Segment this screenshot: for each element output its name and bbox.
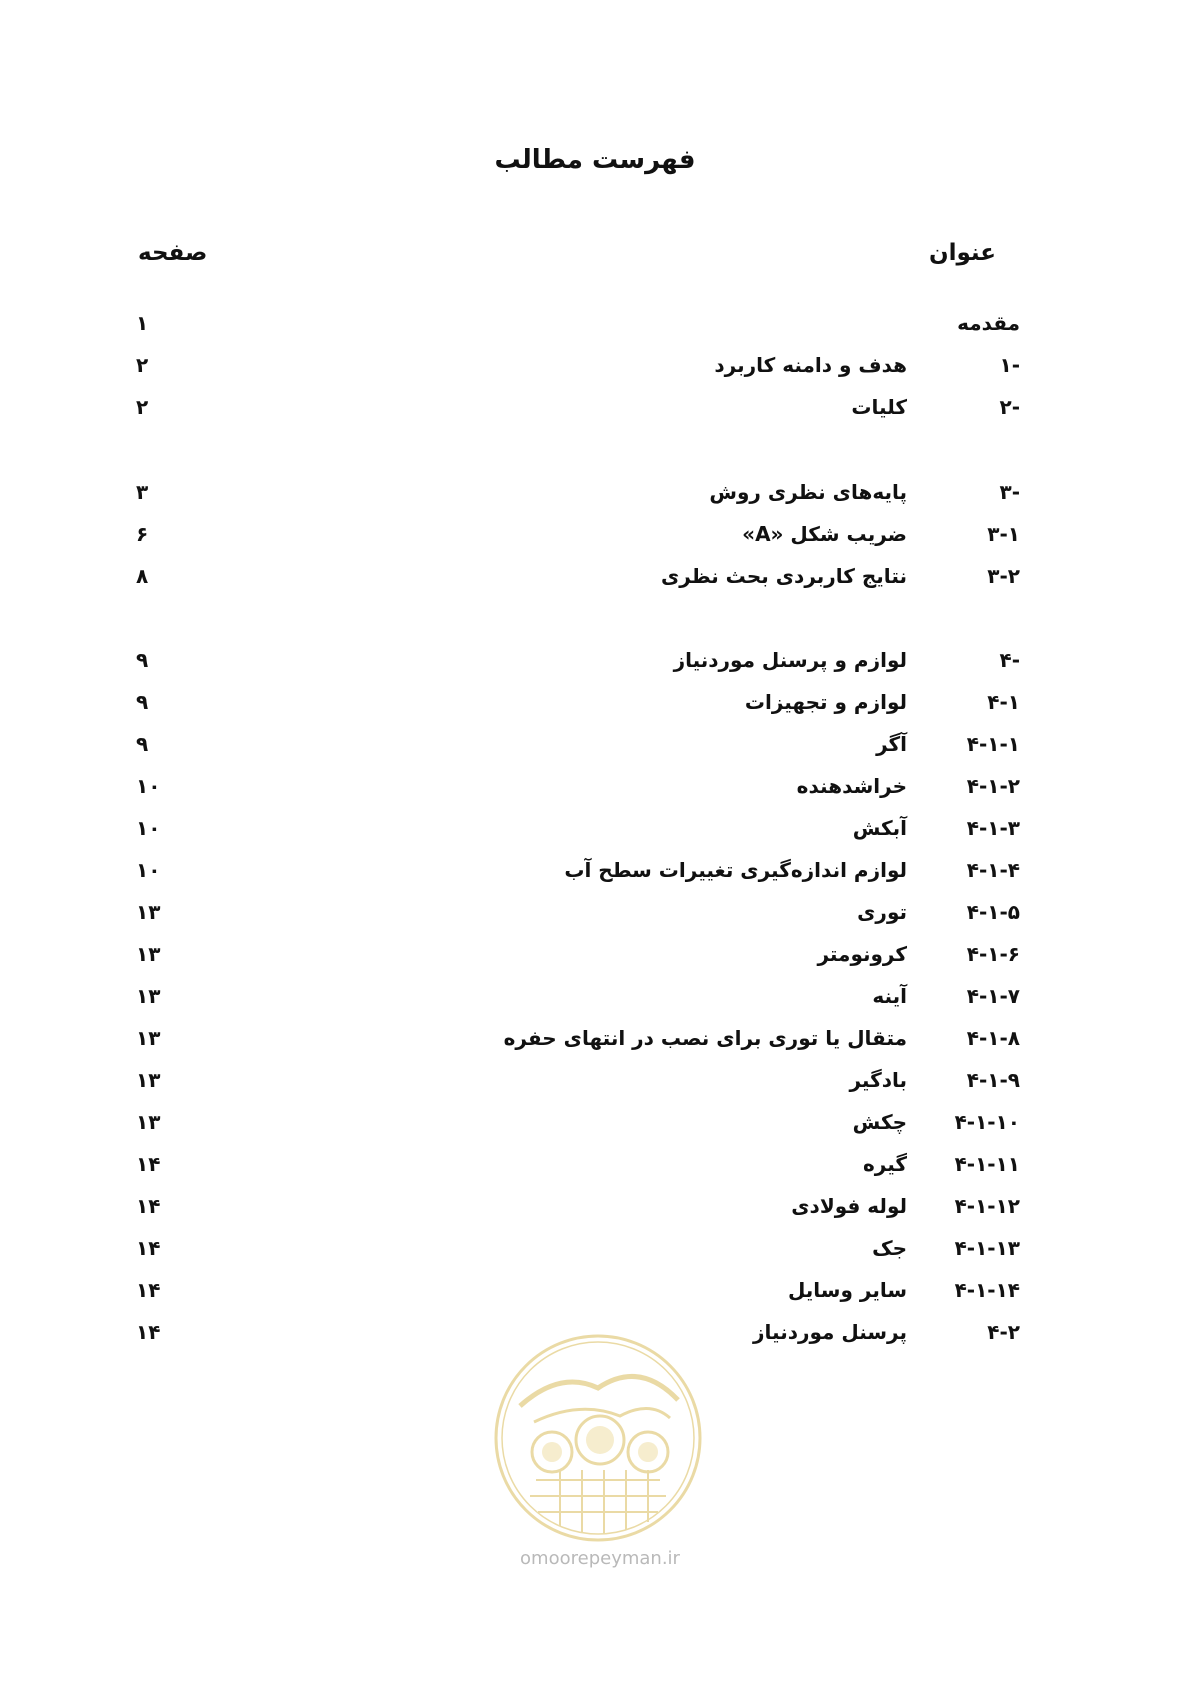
entry-label: پرسنل موردنیاز xyxy=(753,1320,907,1344)
entry-page: ۱۳ xyxy=(136,1068,161,1092)
entry-label: متقال یا توری برای نصب در انتهای حفره xyxy=(503,1026,907,1050)
page-title: فهرست مطالب xyxy=(494,145,696,175)
entry-page: ۳ xyxy=(136,480,149,504)
entry-label: لوازم و تجهیزات xyxy=(744,690,907,714)
entry-label: سایر وسایل xyxy=(787,1278,907,1302)
entry-number: ۴-۱-۱۰ xyxy=(954,1110,1020,1134)
entry-number: ۴-۱-۸ xyxy=(966,1026,1020,1050)
entry-page: ۱۰ xyxy=(136,858,161,882)
entry-label: کلیات xyxy=(851,395,907,419)
entry-page: ۱۴ xyxy=(136,1320,161,1344)
toc-entry xyxy=(0,522,1190,558)
entry-label: هدف و دامنه کاربرد xyxy=(714,353,907,377)
toc-entry xyxy=(0,311,1190,347)
entry-number: ۴-۱-۱۱ xyxy=(954,1152,1020,1176)
watermark-caption: omoorepeyman.ir xyxy=(520,1548,680,1569)
toc-entry xyxy=(0,1236,1190,1272)
entry-page: ۱۳ xyxy=(136,1110,161,1134)
entry-page: ۱ xyxy=(136,311,149,335)
toc-entry xyxy=(0,648,1190,684)
entry-number: ۴-۱-۵ xyxy=(966,900,1020,924)
entry-page: ۱۳ xyxy=(136,984,161,1008)
entry-number: ۴-۱-۱۴ xyxy=(954,1278,1020,1302)
entry-page: ۱۳ xyxy=(136,1026,161,1050)
entry-number: ۴-۱-۶ xyxy=(966,942,1020,966)
entry-label: توری xyxy=(857,900,907,924)
entry-number: ۲- xyxy=(999,395,1020,419)
entry-number: ۴- xyxy=(999,648,1020,672)
toc-entry xyxy=(0,1278,1190,1314)
entry-label: ضریب شکل «A» xyxy=(742,522,907,546)
entry-number: ۴-۱-۲ xyxy=(966,774,1020,798)
toc-entry xyxy=(0,353,1190,389)
entry-label: آگر xyxy=(876,732,907,756)
entry-label: نتایج کاربردی بحث نظری xyxy=(660,564,907,588)
entry-label: بادگیر xyxy=(849,1068,907,1092)
entry-number: ۴-۱ xyxy=(987,690,1020,714)
entry-label: پایه‌های نظری روش xyxy=(709,480,907,504)
toc-entry xyxy=(0,984,1190,1020)
entry-number: ۳-۲ xyxy=(987,564,1020,588)
entry-page: ۹ xyxy=(136,690,149,714)
toc-entry xyxy=(0,480,1190,516)
entry-page: ۱۴ xyxy=(136,1152,161,1176)
entry-label: آبکش xyxy=(852,816,907,840)
entry-page: ۱۳ xyxy=(136,942,161,966)
entry-number: ۴-۱-۱۲ xyxy=(954,1194,1020,1218)
entry-label: آینه xyxy=(872,984,907,1008)
entry-number: ۴-۱-۴ xyxy=(966,858,1020,882)
toc-entry xyxy=(0,774,1190,810)
entry-page: ۲ xyxy=(136,353,149,377)
toc-entry xyxy=(0,732,1190,768)
toc-entry xyxy=(0,690,1190,726)
entry-label: گیره xyxy=(862,1152,907,1176)
entry-number: ۴-۱-۱۳ xyxy=(954,1236,1020,1260)
entry-page: ۱۴ xyxy=(136,1278,161,1302)
entry-label: چکش xyxy=(852,1110,907,1134)
toc-entry xyxy=(0,816,1190,852)
entry-label: مقدمه xyxy=(957,311,1020,335)
watermark-logo-icon xyxy=(490,1330,706,1546)
toc-entry xyxy=(0,1194,1190,1230)
page-column-header: صفحه xyxy=(138,240,208,266)
entry-number: ۳-۱ xyxy=(987,522,1020,546)
entry-number: ۱- xyxy=(999,353,1020,377)
entry-number: ۴-۱-۳ xyxy=(966,816,1020,840)
entry-number: ۴-۲ xyxy=(987,1320,1020,1344)
toc-entry xyxy=(0,1068,1190,1104)
toc-entry xyxy=(0,1026,1190,1062)
entry-label: لوازم و پرسنل موردنیاز xyxy=(673,648,907,672)
entry-page: ۱۰ xyxy=(136,774,161,798)
entry-label: لوله فولادی xyxy=(791,1194,907,1218)
entry-page: ۲ xyxy=(136,395,149,419)
entry-label: لوازم اندازه‌گیری تغییرات سطح آب xyxy=(564,858,907,882)
entry-page: ۹ xyxy=(136,732,149,756)
toc-entry xyxy=(0,1110,1190,1146)
title-column-header: عنوان xyxy=(928,240,996,266)
entry-page: ۱۴ xyxy=(136,1194,161,1218)
toc-entry xyxy=(0,942,1190,978)
entry-label: جک xyxy=(872,1236,907,1260)
entry-number: ۳- xyxy=(999,480,1020,504)
entry-page: ۶ xyxy=(136,522,149,546)
entry-page: ۸ xyxy=(136,564,149,588)
entry-number: ۴-۱-۷ xyxy=(966,984,1020,1008)
entry-number: ۴-۱-۹ xyxy=(966,1068,1020,1092)
entry-page: ۱۳ xyxy=(136,900,161,924)
entry-page: ۱۴ xyxy=(136,1236,161,1260)
toc-entry xyxy=(0,564,1190,600)
toc-entry xyxy=(0,858,1190,894)
entry-page: ۱۰ xyxy=(136,816,161,840)
entry-page: ۹ xyxy=(136,648,149,672)
entry-label: خراشدهنده xyxy=(796,774,907,798)
toc-entry xyxy=(0,900,1190,936)
toc-entry xyxy=(0,395,1190,431)
entry-number: ۴-۱-۱ xyxy=(966,732,1020,756)
entry-label: کرونومتر xyxy=(817,942,907,966)
toc-entry xyxy=(0,1152,1190,1188)
